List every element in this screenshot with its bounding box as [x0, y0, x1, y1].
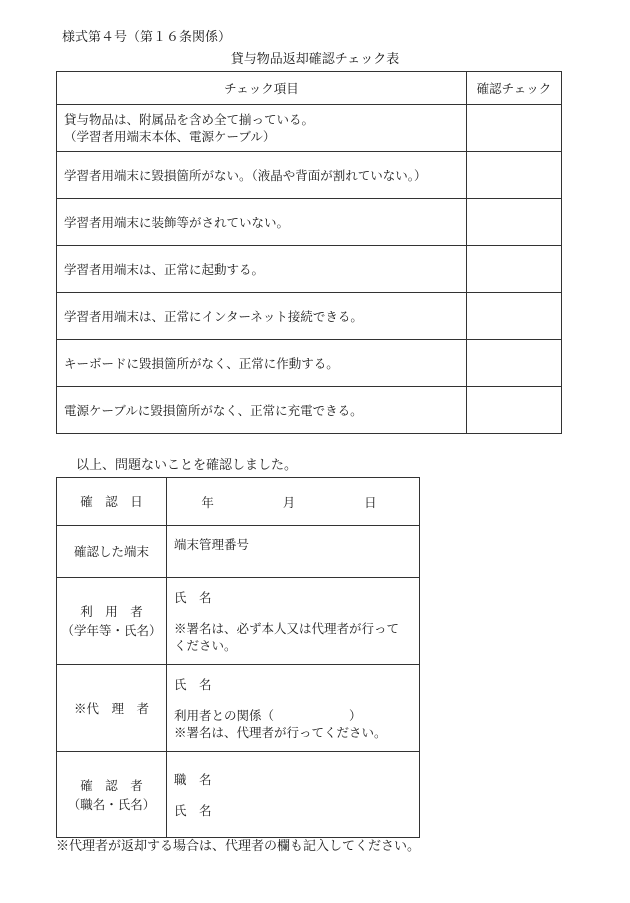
check-box-cell[interactable]: [467, 105, 562, 152]
checker-title-label: 職 名: [174, 771, 212, 787]
checklist-row: [57, 293, 562, 340]
user-signature-note: ※署名は、必ず本人又は代理者が行って: [174, 620, 400, 636]
checklist-header-row: [57, 72, 562, 105]
form-number: 様式第４号（第１６条関係）: [62, 30, 232, 45]
proxy-signature-field[interactable]: [167, 665, 420, 752]
check-item: キーボードに毀損箇所がなく、正常に作動する。: [57, 340, 467, 387]
device-label: 確認した端末: [57, 526, 167, 578]
date-field[interactable]: [167, 478, 420, 526]
check-box-cell[interactable]: [467, 387, 562, 434]
checker-label: [57, 752, 167, 838]
check-item: 学習者用端末に毀損箇所がない。（液晶や背面が割れていない。）: [57, 152, 467, 199]
checker-row: [57, 752, 420, 838]
proxy-label: ※代 理 者: [57, 665, 167, 752]
check-column-header: 確認チェック: [467, 72, 562, 105]
user-label-main: 利 用 者: [80, 604, 143, 619]
checker-signature-field[interactable]: [167, 752, 420, 838]
check-box-cell[interactable]: [467, 199, 562, 246]
check-box-cell[interactable]: [467, 246, 562, 293]
user-row: [57, 578, 420, 665]
checklist-table: [56, 71, 562, 434]
check-item-header: チェック項目: [57, 72, 467, 105]
checker-label-main: 確 認 者: [80, 777, 143, 793]
user-name-label: 氏 名: [174, 589, 212, 605]
check-item: 学習者用端末に装飾等がされていない。: [57, 199, 467, 246]
check-box-cell[interactable]: [467, 152, 562, 199]
check-item: 学習者用端末は、正常に起動する。: [57, 246, 467, 293]
proxy-relation-label: 利用者との関係（ ）: [174, 707, 362, 723]
date-row: [57, 478, 420, 526]
proxy-row: [57, 665, 420, 752]
checklist-row: [57, 105, 562, 152]
checker-label-sub: （職名・氏名）: [67, 796, 156, 812]
check-item: 学習者用端末は、正常にインターネット接続できる。: [57, 293, 467, 340]
day-label: 日: [364, 494, 377, 510]
check-box-cell[interactable]: [467, 293, 562, 340]
checker-name-label: 氏 名: [174, 802, 212, 818]
signature-table: [56, 477, 420, 838]
checklist-row: [57, 152, 562, 199]
device-id-field[interactable]: [167, 526, 420, 578]
document-title: 貸与物品返却確認チェック表: [230, 52, 400, 67]
user-signature-field[interactable]: [167, 578, 420, 665]
user-signature-note-cont: ください。: [174, 637, 237, 653]
user-label-sub: （学年等・氏名）: [61, 623, 162, 638]
device-row: [57, 526, 420, 578]
proxy-signature-note: ※署名は、代理者が行ってください。: [174, 724, 387, 740]
proxy-name-label: 氏 名: [174, 676, 212, 692]
date-label: 確 認 日: [57, 478, 167, 526]
checklist-row: [57, 340, 562, 387]
month-label: 月: [282, 494, 296, 510]
year-label: 年: [201, 494, 214, 510]
checklist-row: [57, 199, 562, 246]
confirmation-statement: 以上、問題ないことを確認しました。: [76, 458, 298, 473]
user-label: [57, 578, 167, 665]
checklist-row: [57, 246, 562, 293]
check-box-cell[interactable]: [467, 340, 562, 387]
footnote: ※代理者が返却する場合は、代理者の欄も記入してください。: [56, 839, 421, 854]
check-item: [57, 105, 467, 152]
check-item-subtext: （学習者用端末本体、電源ケーブル）: [64, 129, 276, 144]
check-item-text: 貸与物品は、附属品を含め全て揃っている。: [64, 112, 315, 127]
device-id-label: 端末管理番号: [174, 537, 250, 552]
check-item: 電源ケーブルに毀損箇所がなく、正常に充電できる。: [57, 387, 467, 434]
checklist-row: [57, 387, 562, 434]
